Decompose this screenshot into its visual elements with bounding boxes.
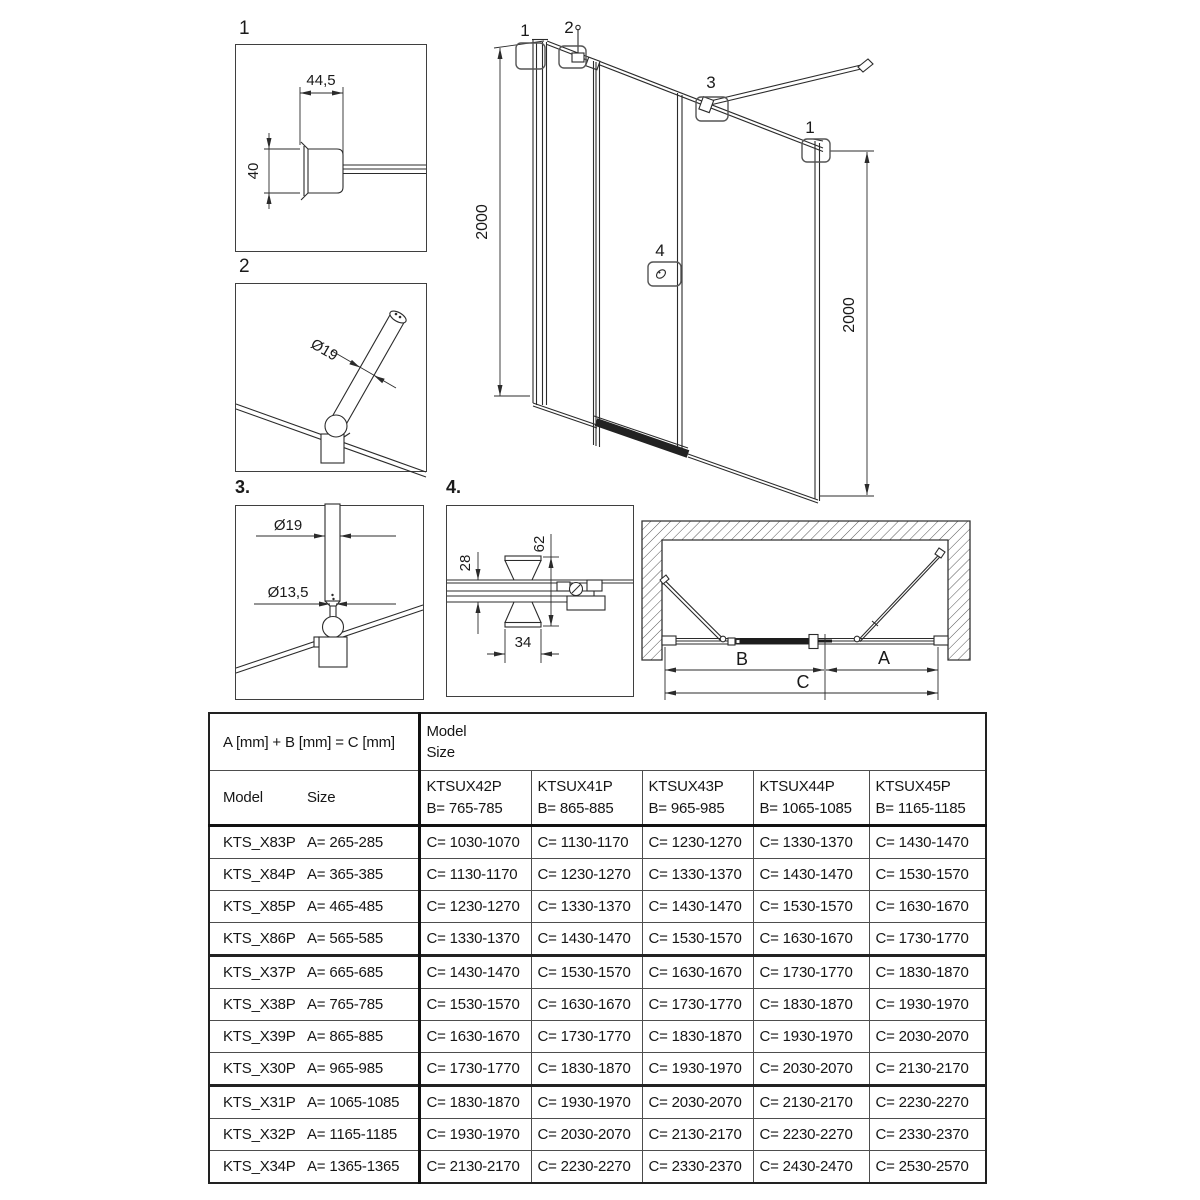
wall-profile-section: [301, 142, 426, 200]
column-header: [642, 771, 753, 826]
right-profile: [813, 139, 823, 501]
group-header-line1: Model: [426, 723, 467, 740]
model-name: KTS_X37P: [223, 964, 296, 981]
column-b-range: B= 865-885: [537, 799, 614, 817]
callout-1-left: [516, 21, 545, 69]
model-size-cell: [209, 1119, 419, 1151]
dim-28: [457, 552, 481, 634]
c-value: C= 1530-1570: [869, 859, 986, 891]
c-value: C= 2230-2270: [753, 1119, 869, 1151]
height-left-text: 2000: [474, 204, 491, 240]
c-value: C= 1230-1270: [419, 891, 531, 923]
c-value: C= 2330-2370: [642, 1151, 753, 1184]
table-row: [209, 956, 986, 989]
callout-3-text: 3: [706, 73, 716, 92]
a-range: A= 665-685: [307, 964, 383, 981]
table-row: [209, 989, 986, 1021]
dim-44-5: [300, 72, 343, 157]
left-wall-profile: [532, 40, 548, 406]
model-size-cell: [209, 1151, 419, 1184]
column-b-range: B= 765-785: [426, 799, 503, 817]
support-bar: [325, 504, 340, 619]
column-header: [531, 771, 642, 826]
bar-clamp-drawing: [236, 284, 426, 471]
c-value: C= 1930-1970: [869, 989, 986, 1021]
c-value: C= 1330-1370: [531, 891, 642, 923]
c-value: C= 1630-1670: [531, 989, 642, 1021]
c-value: C= 2030-2070: [869, 1021, 986, 1053]
model-size-cell: [209, 989, 419, 1021]
c-value: C= 1830-1870: [531, 1053, 642, 1086]
model-size-cell: [209, 859, 419, 891]
c-value: C= 1730-1770: [419, 1053, 531, 1086]
c-value: C= 1830-1870: [869, 956, 986, 989]
c-value: C= 1630-1670: [419, 1021, 531, 1053]
column-model: KTSUX42P: [426, 777, 502, 795]
c-value: C= 1430-1470: [869, 826, 986, 859]
model-name: KTS_X86P: [223, 930, 296, 947]
wall-profile-drawing: [236, 45, 426, 251]
dim-height-text: 62: [531, 535, 548, 553]
bar-diameter-drawing: [236, 506, 423, 699]
model-size-header-cell: [209, 771, 419, 826]
size-table: [208, 712, 987, 1184]
c-value: C= 1730-1770: [753, 956, 869, 989]
c-value: C= 1130-1170: [419, 859, 531, 891]
c-value: C= 1930-1970: [419, 1119, 531, 1151]
c-value: C= 1930-1970: [642, 1053, 753, 1086]
a-range: A= 365-385: [307, 866, 383, 883]
detail-1-box: [235, 44, 427, 252]
model-header: Model: [223, 789, 263, 806]
detail-1-label: 1: [239, 18, 250, 39]
c-value: C= 1530-1570: [642, 923, 753, 956]
column-b-range: B= 965-985: [648, 799, 725, 817]
c-value: C= 2230-2270: [531, 1151, 642, 1184]
c-value: C= 1630-1670: [753, 923, 869, 956]
support-bar: [699, 59, 873, 113]
c-value: C= 2330-2370: [869, 1119, 986, 1151]
callout-3: [696, 73, 728, 121]
table-row: [209, 1053, 986, 1086]
a-range: A= 1365-1365: [307, 1158, 400, 1175]
diameter-outer-text: Ø19: [273, 517, 303, 534]
column-b-range: B= 1065-1085: [759, 799, 852, 817]
size-header: Size: [307, 789, 336, 806]
c-value: C= 1830-1870: [753, 989, 869, 1021]
dim-40: [245, 133, 300, 209]
table-header-row-1: [209, 713, 986, 771]
column-header: [419, 771, 531, 826]
glass-line: [662, 635, 948, 649]
model-size-cell: [209, 956, 419, 989]
model-name: KTS_X83P: [223, 834, 296, 851]
spec-table-body: [209, 826, 986, 1184]
detail-2-label: 2: [239, 256, 250, 277]
c-value: C= 1230-1270: [531, 859, 642, 891]
model-size-cell: [209, 1086, 419, 1119]
c-value: C= 1930-1970: [531, 1086, 642, 1119]
a-range: A= 865-885: [307, 1028, 383, 1045]
c-value: C= 1730-1770: [869, 923, 986, 956]
right-height-dimension: [820, 151, 874, 496]
main-perspective-view: [474, 15, 900, 515]
knob-section-drawing: [447, 506, 633, 696]
model-size-cell: [209, 826, 419, 859]
c-value: C= 1630-1670: [642, 956, 753, 989]
group-header-line2: Size: [426, 744, 455, 761]
c-value: C= 2530-2570: [869, 1151, 986, 1184]
a-range: A= 765-785: [307, 996, 383, 1013]
table-row: [209, 1151, 986, 1184]
model-name: KTS_X85P: [223, 898, 296, 915]
model-size-group-header: [419, 713, 986, 771]
dim-height-text: 40: [245, 162, 262, 180]
c-value: C= 1730-1770: [642, 989, 753, 1021]
table-row: [209, 826, 986, 859]
column-model: KTSUX41P: [537, 777, 613, 795]
table-row: [209, 859, 986, 891]
c-value: C= 1230-1270: [642, 826, 753, 859]
callout-4-text: 4: [655, 241, 665, 260]
a-range: A= 965-985: [307, 1060, 383, 1077]
support-bar: [329, 309, 408, 430]
right-support-bar: [854, 548, 945, 642]
c-value: C= 1530-1570: [531, 956, 642, 989]
callout-1-left-text: 1: [520, 21, 530, 40]
c-value: C= 2430-2470: [753, 1151, 869, 1184]
detail-4-box: [446, 505, 634, 697]
c-value: C= 1730-1770: [531, 1021, 642, 1053]
top-view: [640, 512, 980, 704]
c-value: C= 1330-1370: [642, 859, 753, 891]
detail-3-label: 3.: [235, 477, 251, 497]
dim-c-text: C: [796, 672, 810, 692]
column-model: KTSUX44P: [759, 777, 835, 795]
model-size-cell: [209, 1053, 419, 1086]
table-header-row-2: [209, 771, 986, 826]
dim-width-text: 34: [514, 634, 532, 651]
c-value: C= 1330-1370: [419, 923, 531, 956]
model-name: KTS_X84P: [223, 866, 296, 883]
glass-clamp: [314, 617, 347, 668]
c-value: C= 2030-2070: [642, 1086, 753, 1119]
middle-profile: [594, 61, 600, 447]
a-range: A= 565-585: [307, 930, 383, 947]
formula-cell: A [mm] + B [mm] = C [mm]: [209, 713, 419, 771]
detail-2-box: [235, 283, 427, 472]
c-value: C= 1630-1670: [869, 891, 986, 923]
c-value: C= 2030-2070: [531, 1119, 642, 1151]
model-size-cell: [209, 923, 419, 956]
model-size-cell: [209, 891, 419, 923]
bottom-edges: [533, 403, 818, 503]
c-value: C= 1530-1570: [419, 989, 531, 1021]
table-row: [209, 923, 986, 956]
model-name: KTS_X39P: [223, 1028, 296, 1045]
c-value: C= 1130-1170: [531, 826, 642, 859]
a-range: A= 465-485: [307, 898, 383, 915]
model-name: KTS_X32P: [223, 1126, 296, 1143]
a-range: A= 265-285: [307, 834, 383, 851]
detail-3-box: [235, 505, 424, 700]
c-value: C= 1930-1970: [753, 1021, 869, 1053]
c-value: C= 1030-1070: [419, 826, 531, 859]
column-b-range: B= 1165-1185: [875, 799, 966, 817]
c-value: C= 2130-2170: [753, 1086, 869, 1119]
height-right-text: 2000: [841, 297, 858, 333]
model-name: KTS_X34P: [223, 1158, 296, 1175]
model-name: KTS_X31P: [223, 1094, 296, 1111]
model-name: KTS_X38P: [223, 996, 296, 1013]
callout-4: [648, 241, 681, 286]
latch-fitting: [557, 580, 605, 610]
c-value: C= 1330-1370: [753, 826, 869, 859]
dim-34: [487, 629, 559, 663]
table-row: [209, 1021, 986, 1053]
c-value: C= 1530-1570: [753, 891, 869, 923]
column-model: KTSUX45P: [875, 777, 951, 795]
dim-a-text: A: [877, 648, 891, 668]
table-row: [209, 1086, 986, 1119]
c-value: C= 2230-2270: [869, 1086, 986, 1119]
column-header: [869, 771, 986, 826]
glass-clamp: [321, 415, 350, 463]
slider-bar: [740, 638, 810, 644]
c-value: C= 1430-1470: [642, 891, 753, 923]
column-header: [753, 771, 869, 826]
table-row: [209, 891, 986, 923]
dim-b-text: B: [735, 649, 749, 669]
callout-1-right-text: 1: [805, 118, 815, 137]
c-value: C= 1830-1870: [642, 1021, 753, 1053]
c-value: C= 1430-1470: [419, 956, 531, 989]
left-support-bar: [660, 575, 726, 642]
a-range: A= 1165-1185: [307, 1126, 398, 1143]
detail-4-label: 4.: [446, 477, 462, 497]
c-value: C= 1430-1470: [531, 923, 642, 956]
diameter-inner-text: Ø13,5: [267, 584, 309, 601]
knob-top-view: [809, 635, 818, 649]
table-row: [209, 1119, 986, 1151]
c-value: C= 2030-2070: [753, 1053, 869, 1086]
model-name: KTS_X30P: [223, 1060, 296, 1077]
callout-2-text: 2: [564, 18, 574, 37]
c-value: C= 2130-2170: [869, 1053, 986, 1086]
dim-width-text: 44,5: [306, 72, 336, 89]
c-value: C= 1830-1870: [419, 1086, 531, 1119]
column-model: KTSUX43P: [648, 777, 724, 795]
c-value: C= 2130-2170: [419, 1151, 531, 1184]
diameter-text: Ø19: [307, 335, 341, 365]
a-range: A= 1065-1085: [307, 1094, 400, 1111]
dim-offset-text: 28: [457, 554, 474, 572]
model-size-cell: [209, 1021, 419, 1053]
c-value: C= 2130-2170: [642, 1119, 753, 1151]
c-value: C= 1430-1470: [753, 859, 869, 891]
